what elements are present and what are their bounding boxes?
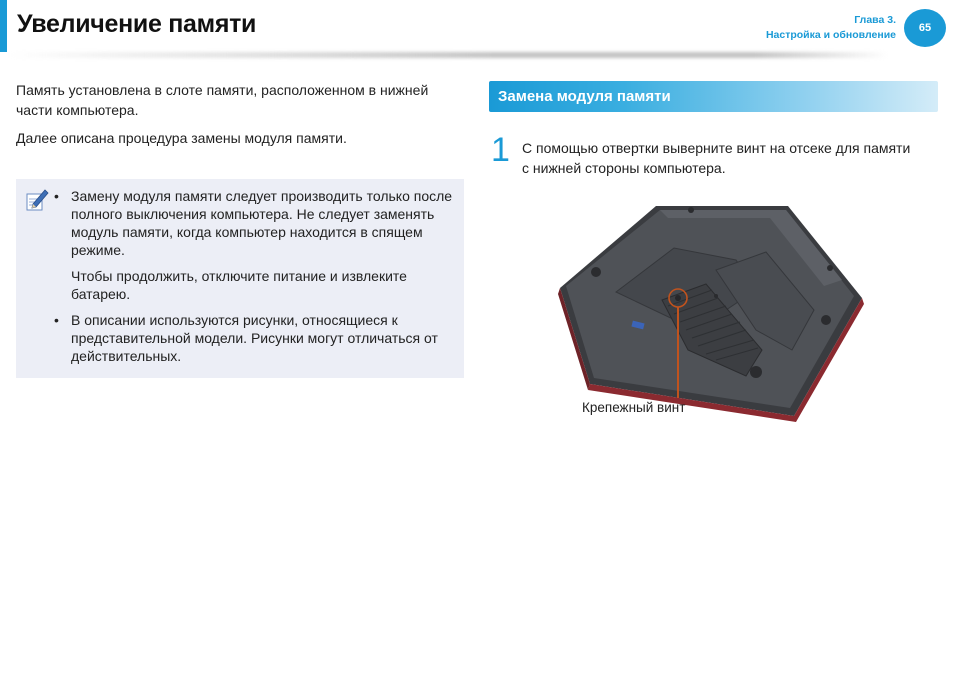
section-title: Замена модуля памяти bbox=[498, 88, 671, 105]
intro-paragraph: Память установлена в слоте памяти, расположенном в нижней части компьютера. bbox=[16, 82, 429, 118]
intro-text bbox=[16, 80, 468, 156]
chapter-number: Глава 3. bbox=[854, 14, 896, 26]
step-text: С помощью отвертки выверните винт на отсеке для памяти с нижней стороны компьютера. bbox=[522, 140, 911, 176]
note-item-text: Замену модуля памяти следует производить только после полного выключения компьютера. Не следует заменять модуль памяти, когда компьютер находится в спящем режиме. bbox=[71, 188, 453, 258]
header-divider bbox=[8, 52, 888, 58]
note-box bbox=[16, 179, 464, 378]
note-pencil-icon bbox=[24, 187, 50, 213]
step-number: 1 bbox=[491, 131, 510, 169]
note-item: • В описании используются рисунки, относящиеся к представительной модели. Рисунки могут отличаться от действительных. bbox=[54, 311, 454, 365]
section-heading-bar bbox=[489, 81, 938, 112]
note-item-subtext: Чтобы продолжить, отключите питание и извлеките батарею. bbox=[71, 268, 407, 302]
chapter-title: Настройка и обновление bbox=[765, 29, 896, 41]
page-number-badge: 65 bbox=[904, 9, 946, 47]
page-title: Увеличение памяти bbox=[17, 10, 257, 38]
laptop-bottom-illustration bbox=[556, 200, 866, 422]
header-accent-bar bbox=[0, 0, 7, 52]
chapter-label bbox=[766, 13, 896, 43]
note-item-text: В описании используются рисунки, относящиеся к представительной модели. Рисунки могут отличаться от действительных. bbox=[71, 312, 438, 364]
intro-paragraph: Далее описана процедура замены модуля памяти. bbox=[16, 130, 347, 146]
note-list bbox=[54, 187, 454, 373]
note-item: • Замену модуля памяти следует производить только после полного выключения компьютера. Не следует заменять модуль памяти, когда компьютер находится в спящем режиме. Чтобы продолжить, отключите питание и извлеките батарею. bbox=[54, 188, 453, 302]
callout-label-screw: Крепежный винт bbox=[582, 400, 686, 415]
